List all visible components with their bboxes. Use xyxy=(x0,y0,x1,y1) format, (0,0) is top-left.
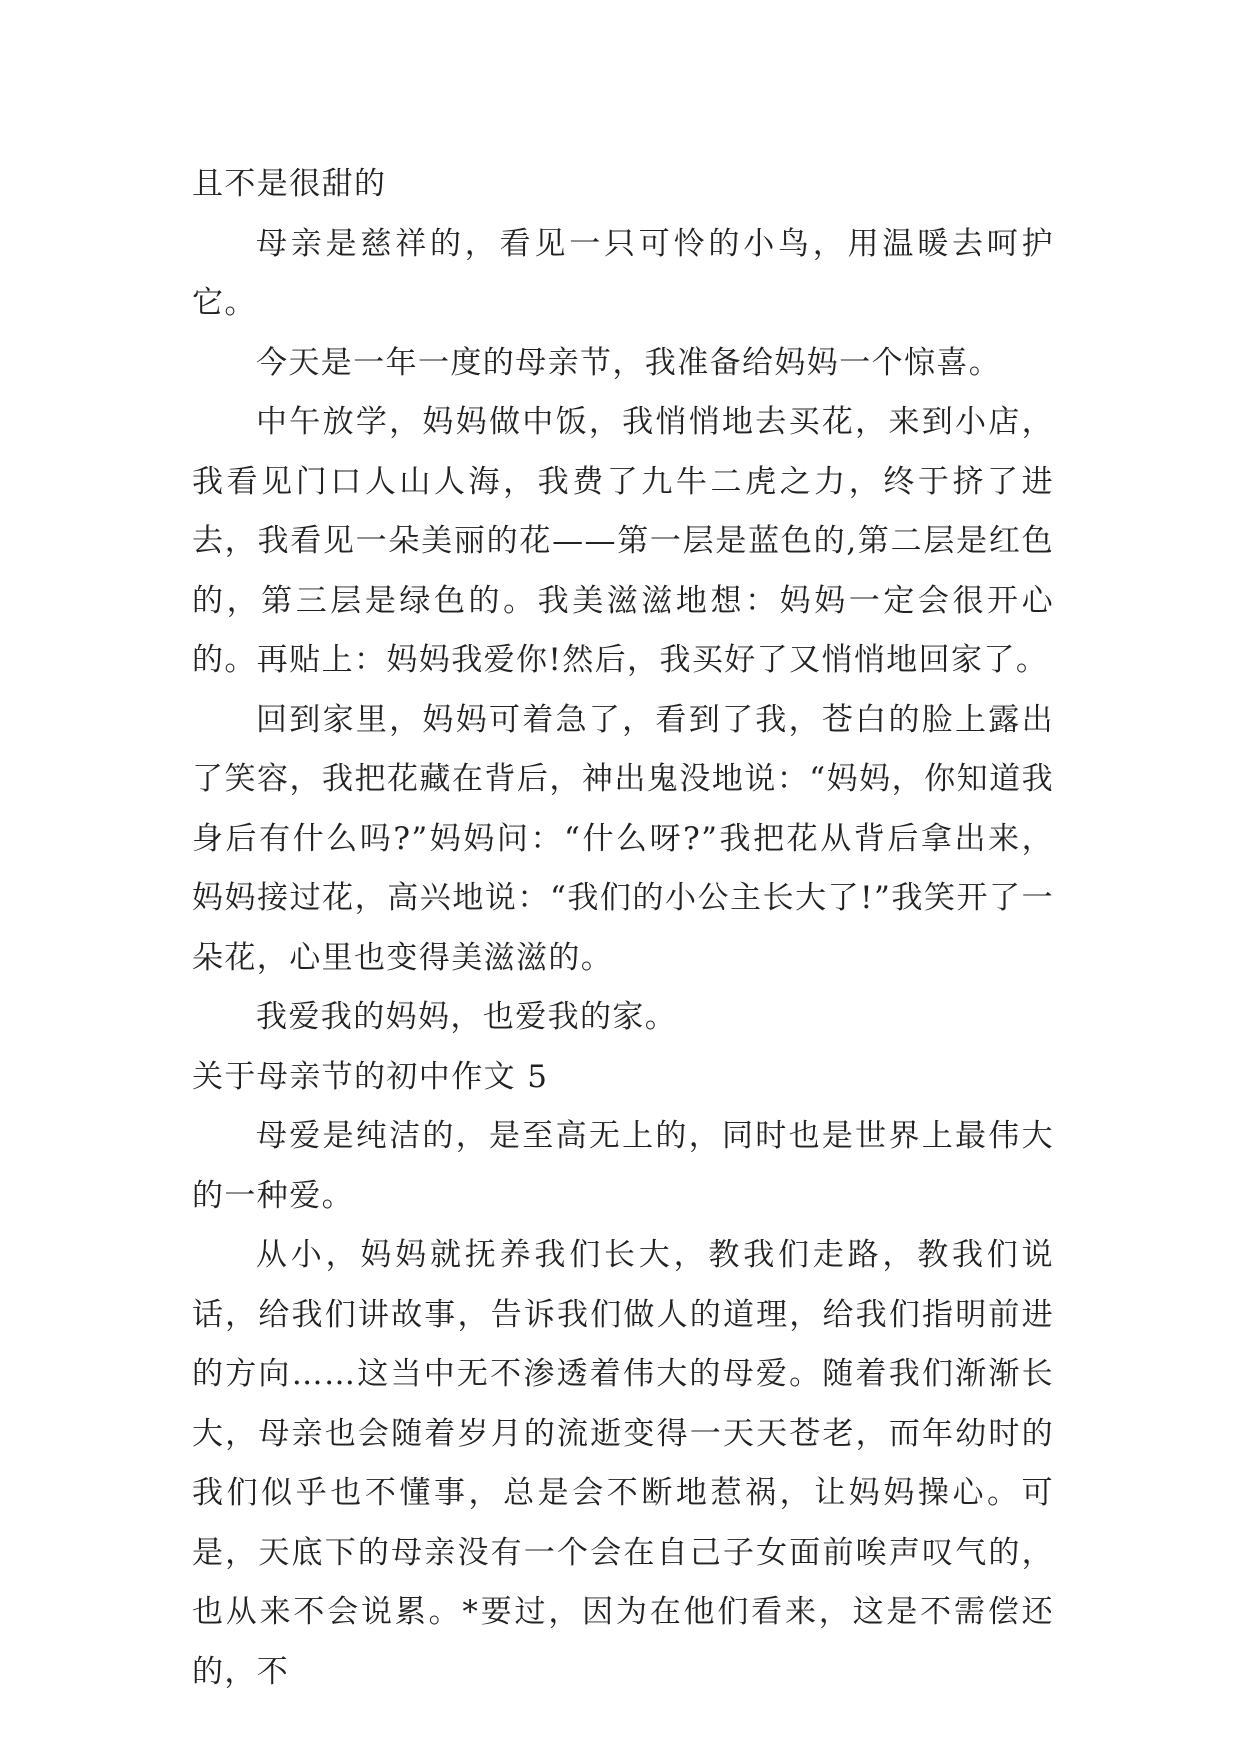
paragraph: 母亲是慈祥的，看见一只可怜的小鸟，用温暖去呵护它。 xyxy=(192,225,1054,321)
section-title: 关于母亲节的初中作文 5 xyxy=(192,1058,549,1095)
paragraph: 我爱我的妈妈，也爱我的家。 xyxy=(256,999,678,1035)
document-page xyxy=(192,155,1054,1702)
paragraph: 今天是一年一度的母亲节，我准备给妈妈一个惊喜。 xyxy=(256,344,1002,381)
paragraph: 中午放学，妈妈做中饭，我悄悄地去买花，来到小店，我看见门口人山人海，我费了九牛二虎之力，终于挤了进去，我看见一朵美丽的花——第一层是蓝色的,第二层是红色的，第三层是绿色的。我美滋滋地想：妈妈一定会很开心的。再贴上：妈妈我爱你!然后，我买好了又悄悄地回家了。 xyxy=(192,404,1054,678)
paragraph: 从小，妈妈就抚养我们长大，教我们走路，教我们说话，给我们讲故事，告诉我们做人的道理，给我们指明前进的方向……这当中无不渗透着伟大的母爱。随着我们渐渐长大，母亲也会随着岁月的流逝变得一天天苍老，而年幼时的我们似乎也不懂事，总是会不断地惹祸，让妈妈操心。可是，天底下的母亲没有一个会在自己子女面前唉声叹气的，也从来不会说累。*要过，因为在他们看来，这是不需偿还的，不 xyxy=(192,1237,1054,1690)
paragraph: 母爱是纯洁的，是至高无上的，同时也是世界上最伟大的一种爱。 xyxy=(192,1118,1054,1214)
lead-line: 且不是很甜的 xyxy=(192,166,387,202)
paragraph: 回到家里，妈妈可着急了，看到了我，苍白的脸上露出了笑容，我把花藏在背后，神出鬼没地说：“妈妈，你知道我身后有什么吗?”妈妈问：“什么呀?”我把花从背后拿出来，妈妈接过花，高兴地说：“我们的小公主长大了!”我笑开了一朵花，心里也变得美滋滋的。 xyxy=(192,701,1054,976)
